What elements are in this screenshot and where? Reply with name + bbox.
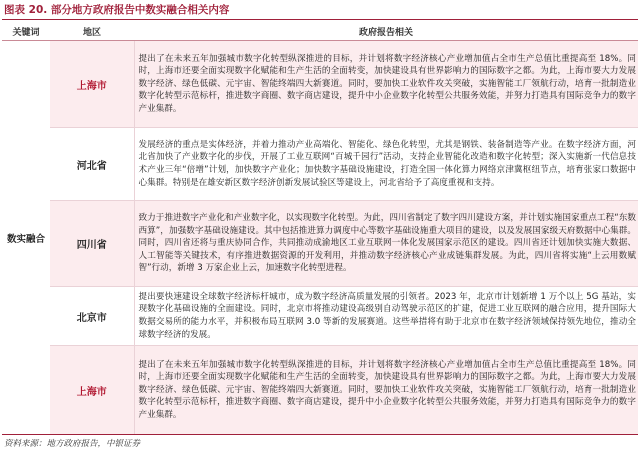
region-cell: 四川省 — [50, 201, 134, 287]
keyword-cell: 数实融合 — [2, 41, 50, 435]
table-row — [2, 287, 638, 346]
report-table — [2, 22, 638, 435]
region-cell: 北京市 — [50, 287, 134, 346]
content-cell: 发展经济的重点是实体经济，并着力推动产业高端化、智能化、绿色化转型，尤其是钢铁、装备制造等产业。在数字经济方面，河北省加快了产业数字化的步伐，开展了工业互联网“百城千园行”活动，支持企业智能化改造和数字化转型；深入实施新一代信息技术产业三年“倍增”计划，加快数字产业化；加快数字基础设施建设，打造全国一体化算力网络京津冀枢纽节点，培育张家口数据中心集群。特别是在雄安新区数字经济创新发展试验区等建设上，河北省给予了高度重视和支持。 — [134, 128, 638, 201]
source-note: 资料来源：地方政府报告，中银证券 — [4, 439, 141, 449]
table-row — [2, 128, 638, 201]
table-header-row — [2, 22, 638, 41]
content-cell: 提出了在未来五年加强城市数字化转型纵深推进的目标，并计划将数字经济核心产业增加值占全市生产总值比重提高至 18%。同时，上海市还要全面实现数字化赋能和生产生活的全面转变，加快建设具有世界影响力的国际数字之都。为此，上海市要大力发展数字经济、绿色低碳、元宇宙、智能终端四大新赛道。同时，要加快工业软件攻关突破，实施智能工厂领航行动，培育一批制造业数字化转型示范标杆，推进数字商圈、数字商店建设，提升中小企业数字化转型公共服务效能，并努力打造具有国际竞争力的数字产业集群。 — [134, 346, 638, 435]
header-region: 地区 — [50, 22, 134, 41]
header-content: 政府报告相关 — [134, 22, 638, 41]
table-row — [2, 41, 638, 128]
title-divider — [2, 19, 638, 20]
content-cell: 提出要快速建设全球数字经济标杆城市，成为数字经济高质量发展的引领者。2023 年，北京市计划新增 1 万个以上 5G 基站，实现数字化基础设施的全面建设。同时，北京市将推动建设高级别自动驾驶示范区的扩建，促进工业互联网的融合应用，提升国际大数据交易所的能力水平，并积极布局互联网 3.0 等新的发展赛道。这些举措将有助于北京市在数字经济领域保持领先地位，推动全球数字经济的发展。 — [134, 287, 638, 346]
figure-title: 图表 20. 部分地方政府报告中数实融合相关内容 — [4, 4, 230, 16]
content-cell: 提出了在未来五年加强城市数字化转型纵深推进的目标，并计划将数字经济核心产业增加值占全市生产总值比重提高至 18%。同时，上海市还要全面实现数字化赋能和生产生活的全面转变，加快建设具有世界影响力的国际数字之都。为此，上海市要大力发展数字经济、绿色低碳、元宇宙、智能终端四大新赛道。同时，要加快工业软件攻关突破，实施智能工厂领航行动，培育一批制造业数字化转型示范标杆，推进数字商圈、数字商店建设，提升中小企业数字化转型公共服务效能，并努力打造具有国际竞争力的数字产业集群。 — [134, 41, 638, 128]
table-row — [2, 201, 638, 287]
region-cell: 上海市 — [50, 346, 134, 435]
region-cell: 河北省 — [50, 128, 134, 201]
content-cell: 致力于推进数字产业化和产业数字化，以实现数字化转型。为此，四川省制定了数字四川建设方案，并计划实施国家重点工程“东数西算”，加强数字基础设施建设。其中包括推进算力调度中心等数字基础设施重大项目的建设，以及发展国家级天府数据中心集群。同时，四川省还将与重庆协同合作，共同推动成渝地区工业互联网一体化发展国家示范区的建设。四川省还计划加快实施大数据、人工智能等关键技术，有序推进数据资源的开发利用，并推动数字经济核心产业成链集群发展。为此，四川省将实施“上云用数赋智”行动，新增 3 万家企业上云，加速数字化转型进程。 — [134, 201, 638, 287]
table-row — [2, 346, 638, 435]
region-cell: 上海市 — [50, 41, 134, 128]
bottom-divider — [2, 434, 638, 435]
header-keyword: 关键词 — [2, 22, 50, 41]
